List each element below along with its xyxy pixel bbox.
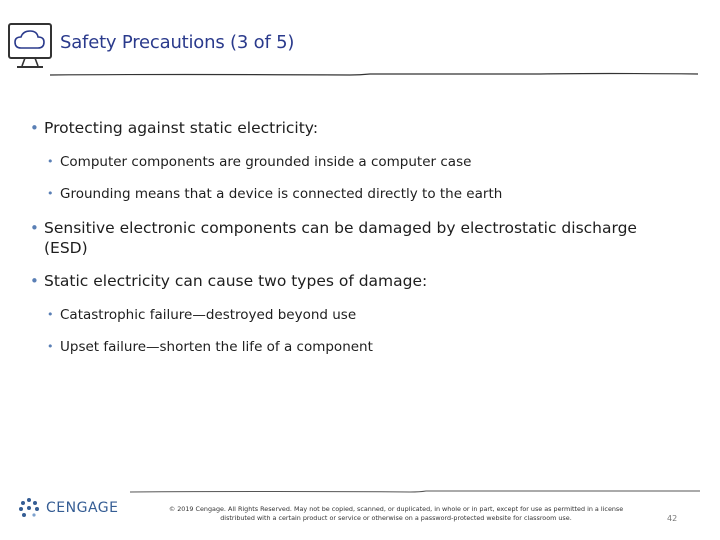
bullet-dot-icon: • — [47, 187, 54, 200]
sub-bullet-item — [30, 185, 680, 203]
copyright-line: © 2019 Cengage. All Rights Reserved. May not be copied, scanned, or duplicated, in whole or in part, except for use as permitted in a license — [168, 505, 624, 513]
sub-bullet-text: Upset failure—shorten the life of a component — [60, 339, 373, 355]
sub-bullet-item — [30, 306, 680, 324]
copyright-notice — [140, 505, 652, 523]
bullet-list — [30, 118, 680, 356]
slide-title: Safety Precautions (3 of 5) — [60, 32, 295, 53]
bullet-item — [30, 271, 680, 291]
bullet-text: Static electricity can cause two types of damage: — [44, 272, 428, 290]
page-number: 42 — [667, 514, 678, 523]
sub-bullet-text: Computer components are grounded inside a computer case — [60, 154, 472, 170]
title-underline — [20, 66, 700, 84]
brand-name: CENGAGE — [46, 500, 119, 516]
sub-bullet-item — [30, 338, 680, 356]
bullet-dot-icon: • — [30, 272, 39, 290]
bullet-text: Protecting against static electricity: — [44, 119, 319, 137]
bullet-item — [30, 118, 680, 138]
sub-bullet-item — [30, 153, 680, 171]
cengage-logo — [18, 497, 118, 519]
bullet-dot-icon: • — [30, 119, 39, 137]
bullet-dot-icon: • — [30, 219, 39, 237]
cengage-logo-icon — [18, 497, 40, 519]
copyright-line: distributed with a certain product or service or otherwise on a password-protected website for classroom use. — [220, 514, 572, 522]
sub-bullet-text: Catastrophic failure—destroyed beyond use — [60, 307, 357, 323]
bullet-dot-icon: • — [47, 308, 54, 321]
bullet-text-continuation: (ESD) — [44, 239, 88, 257]
bullet-item — [30, 218, 680, 258]
footer-divider — [120, 486, 700, 498]
sub-bullet-text: Grounding means that a device is connected directly to the earth — [60, 186, 503, 202]
bullet-text: Sensitive electronic components can be damaged by electrostatic discharge — [44, 219, 637, 237]
bullet-dot-icon: • — [47, 155, 54, 168]
bullet-dot-icon: • — [47, 340, 54, 353]
